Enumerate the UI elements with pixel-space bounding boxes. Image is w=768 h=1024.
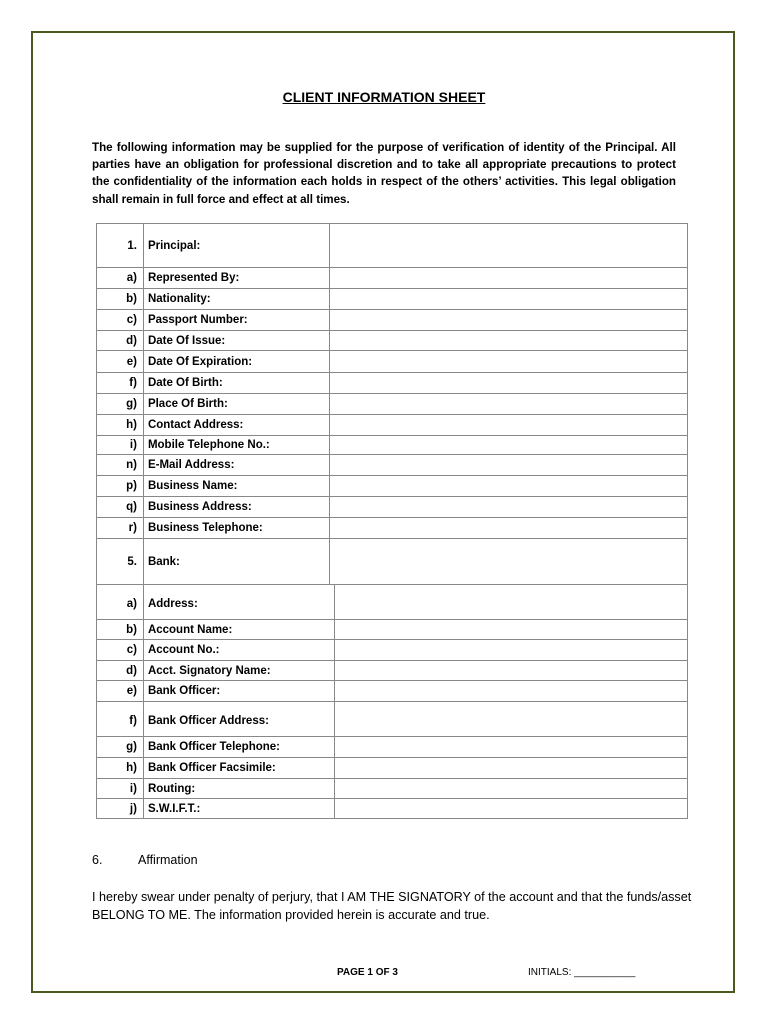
row-value-field[interactable] [329,373,687,394]
row-letter: e) [97,351,144,373]
form-row [97,331,688,351]
row-value-field[interactable] [329,436,687,455]
section-number: 1. [97,224,144,268]
row-value-field[interactable] [334,661,687,681]
row-letter: a) [97,268,144,289]
form-row [97,455,688,476]
row-label: Bank Officer Facsimile: [143,758,334,779]
row-label: Business Telephone: [143,518,329,539]
row-value-field[interactable] [334,585,687,620]
form-row [97,758,688,779]
row-label: Passport Number: [143,310,329,331]
row-label: E-Mail Address: [143,455,329,476]
row-value-field[interactable] [334,681,687,702]
row-letter: g) [97,394,144,415]
row-letter: c) [97,310,144,331]
row-letter: b) [97,289,144,310]
row-letter: h) [97,415,144,436]
form-row [97,476,688,497]
row-value-field[interactable] [334,702,687,737]
row-letter: d) [97,331,144,351]
form-row [97,779,688,799]
row-label: Acct. Signatory Name: [143,661,334,681]
form-row [97,289,688,310]
row-label: Represented By: [143,268,329,289]
principal-table [96,223,688,539]
row-letter: i) [97,436,144,455]
row-label: Routing: [143,779,334,799]
initials-field[interactable]: INITIALS: ___________ [528,967,636,978]
row-letter: n) [97,455,144,476]
row-label: Business Address: [143,497,329,518]
row-letter: e) [97,681,144,702]
row-value-field[interactable] [329,518,687,539]
row-value-field[interactable] [329,310,687,331]
form-row [97,373,688,394]
form-row [97,394,688,415]
row-label: Bank Officer: [143,681,334,702]
row-value-field[interactable] [334,799,687,819]
row-value-field[interactable] [329,476,687,497]
row-value-field[interactable] [329,268,687,289]
form-row [97,620,688,640]
section-number: 5. [97,539,144,585]
row-letter: b) [97,620,144,640]
section-heading: Principal: [143,224,329,268]
row-label: Bank Officer Telephone: [143,737,334,758]
row-label: Business Name: [143,476,329,497]
row-letter: g) [97,737,144,758]
form-row [97,661,688,681]
row-letter: i) [97,779,144,799]
bank-table [96,584,688,819]
form-row [97,737,688,758]
row-label: Contact Address: [143,415,329,436]
row-value-field[interactable] [334,779,687,799]
row-value-field[interactable] [334,620,687,640]
form-row [97,436,688,455]
row-value-field[interactable] [329,351,687,373]
form-row [97,518,688,539]
affirmation-heading: Affirmation [138,853,198,867]
form-row [97,702,688,737]
form-row [97,268,688,289]
bank-header-table [96,538,688,585]
row-value-field[interactable] [329,415,687,436]
row-letter: f) [97,373,144,394]
row-value-field[interactable] [329,289,687,310]
row-letter: a) [97,585,144,620]
form-row [97,585,688,620]
row-label: Nationality: [143,289,329,310]
principal-value-field[interactable] [329,224,687,268]
row-value-field[interactable] [329,497,687,518]
row-label: S.W.I.F.T.: [143,799,334,819]
bank-value-field[interactable] [329,539,687,585]
page-number: PAGE 1 OF 3 [337,967,398,978]
row-label: Date Of Expiration: [143,351,329,373]
row-label: Date Of Issue: [143,331,329,351]
row-value-field[interactable] [329,394,687,415]
row-letter: d) [97,661,144,681]
form-row [97,681,688,702]
form-row [97,415,688,436]
row-letter: j) [97,799,144,819]
row-letter: h) [97,758,144,779]
row-label: Account Name: [143,620,334,640]
row-label: Address: [143,585,334,620]
intro-paragraph: The following information may be supplied for the purpose of verification of identity of the Principal. All parties have an obligation for professional discretion and to take all appropriate precautions to protect the confidentiality of the information each holds in respect of the others’ activities. This legal obligation shall remain in full force and effect at all times. [92,141,676,206]
row-letter: q) [97,497,144,518]
section-heading: Bank: [143,539,329,585]
row-letter: f) [97,702,144,737]
row-letter: p) [97,476,144,497]
form-row [97,799,688,819]
row-value-field[interactable] [334,737,687,758]
form-row [97,640,688,661]
affirmation-text: I hereby swear under penalty of perjury, that I AM THE SIGNATORY of the account and that the funds/asset BELONG TO ME. The information provided herein is accurate and true. [92,890,692,922]
row-value-field[interactable] [329,455,687,476]
row-value-field[interactable] [334,758,687,779]
row-label: Place Of Birth: [143,394,329,415]
bank-header-row [97,539,688,585]
row-label: Account No.: [143,640,334,661]
row-label: Mobile Telephone No.: [143,436,329,455]
affirmation-number: 6. [92,853,103,867]
form-row [97,351,688,373]
row-value-field[interactable] [334,640,687,661]
row-letter: r) [97,518,144,539]
row-letter: c) [97,640,144,661]
row-label: Date Of Birth: [143,373,329,394]
row-value-field[interactable] [329,331,687,351]
principal-header-row [97,224,688,268]
row-label: Bank Officer Address: [143,702,334,737]
document-title: CLIENT INFORMATION SHEET [282,89,486,105]
form-row [97,310,688,331]
form-row [97,497,688,518]
